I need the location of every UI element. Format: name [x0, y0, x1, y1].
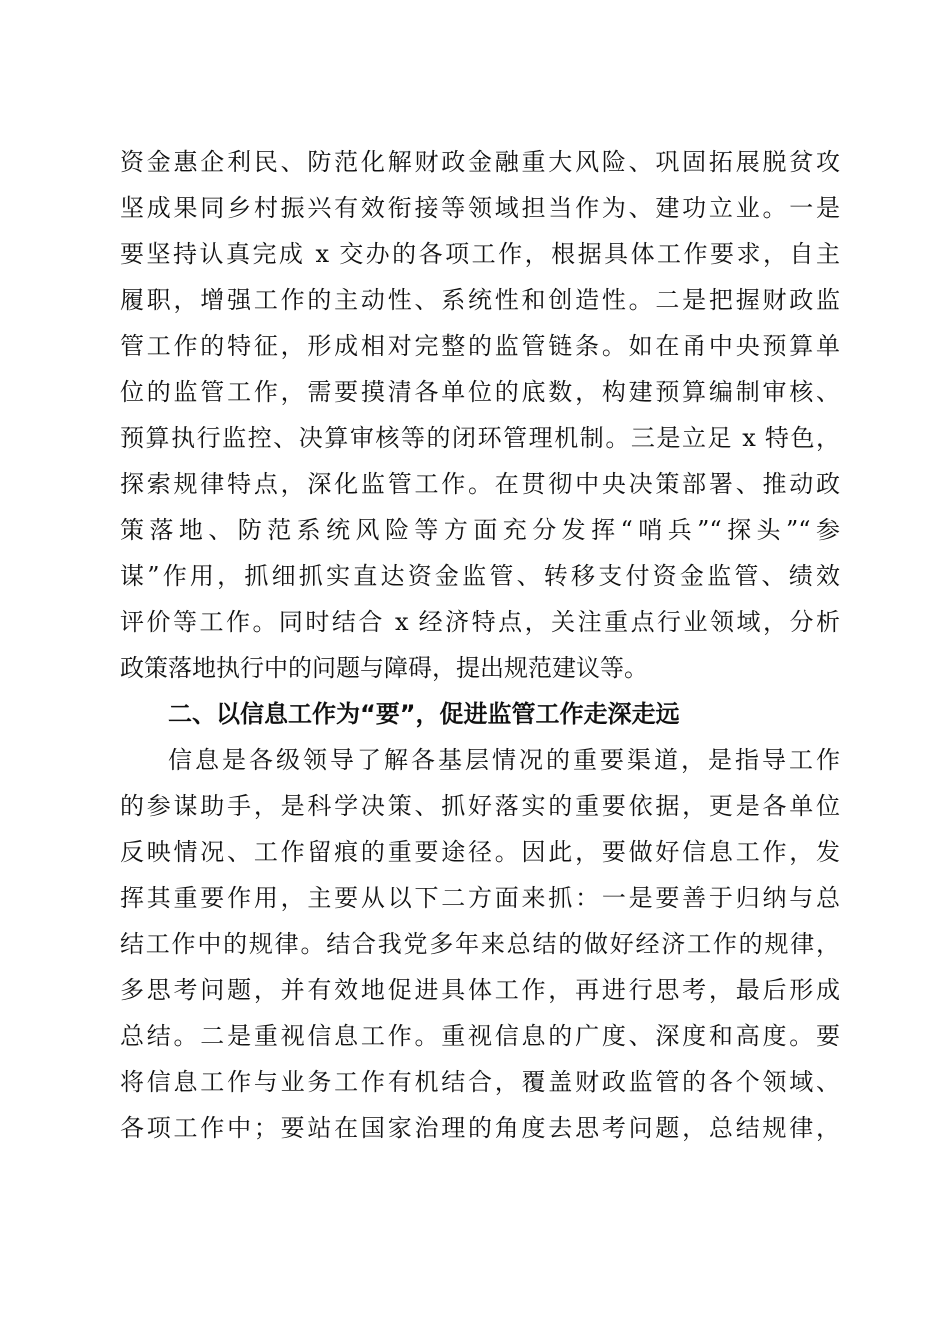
- paragraph1-line-11: 评价等工作。同时结合 x 经济特点，关注重点行业领域，分析: [120, 608, 840, 636]
- paragraph2-line-7: 总结。二是重视信息工作。重视信息的广度、深度和高度。要: [120, 1022, 840, 1050]
- paragraph2-line-8: 将信息工作与业务工作有机结合，覆盖财政监管的各个领域、: [120, 1068, 840, 1096]
- paragraph1-line-9: 策落地、防范系统风险等方面充分发挥“哨兵”“探头”“参: [120, 516, 840, 544]
- paragraph1-line-3: 要坚持认真完成 x 交办的各项工作，根据具体工作要求，自主: [120, 240, 840, 268]
- paragraph1-line-10: 谋”作用，抓细抓实直达资金监管、转移支付资金监管、绩效: [120, 562, 840, 590]
- paragraph1-line-1: 资金惠企利民、防范化解财政金融重大风险、巩固拓展脱贫攻: [120, 148, 840, 176]
- paragraph1-line-4: 履职，增强工作的主动性、系统性和创造性。二是把握财政监: [120, 286, 840, 314]
- paragraph2-line-9: 各项工作中；要站在国家治理的角度去思考问题，总结规律，: [120, 1114, 840, 1142]
- paragraph2-line-3: 反映情况、工作留痕的重要途径。因此，要做好信息工作，发: [120, 838, 840, 866]
- paragraph2-line-2: 的参谋助手，是科学决策、抓好落实的重要依据，更是各单位: [120, 792, 840, 820]
- paragraph1-line-2: 坚成果同乡村振兴有效衔接等领域担当作为、建功立业。一是: [120, 194, 840, 222]
- paragraph1-line-5: 管工作的特征，形成相对完整的监管链条。如在甬中央预算单: [120, 332, 840, 360]
- paragraph1-line-8: 探索规律特点，深化监管工作。在贯彻中央决策部署、推动政: [120, 470, 840, 498]
- paragraph2-line-5: 结工作中的规律。结合我党多年来总结的做好经济工作的规律，: [120, 930, 840, 958]
- paragraph2-line-1: 信息是各级领导了解各基层情况的重要渠道，是指导工作: [168, 746, 840, 774]
- paragraph2-line-6: 多思考问题，并有效地促进具体工作，再进行思考，最后形成: [120, 976, 840, 1004]
- section-heading: 二、以信息工作为“要”，促进监管工作走深走远: [168, 700, 680, 728]
- paragraph1-line-6: 位的监管工作，需要摸清各单位的底数，构建预算编制审核、: [120, 378, 840, 406]
- paragraph2-line-4: 挥其重要作用，主要从以下二方面来抓：一是要善于归纳与总: [120, 884, 840, 912]
- paragraph1-line-7: 预算执行监控、决算审核等的闭环管理机制。三是立足 x 特色，: [120, 424, 840, 452]
- paragraph1-line-12: 政策落地执行中的问题与障碍，提出规范建议等。: [120, 654, 648, 682]
